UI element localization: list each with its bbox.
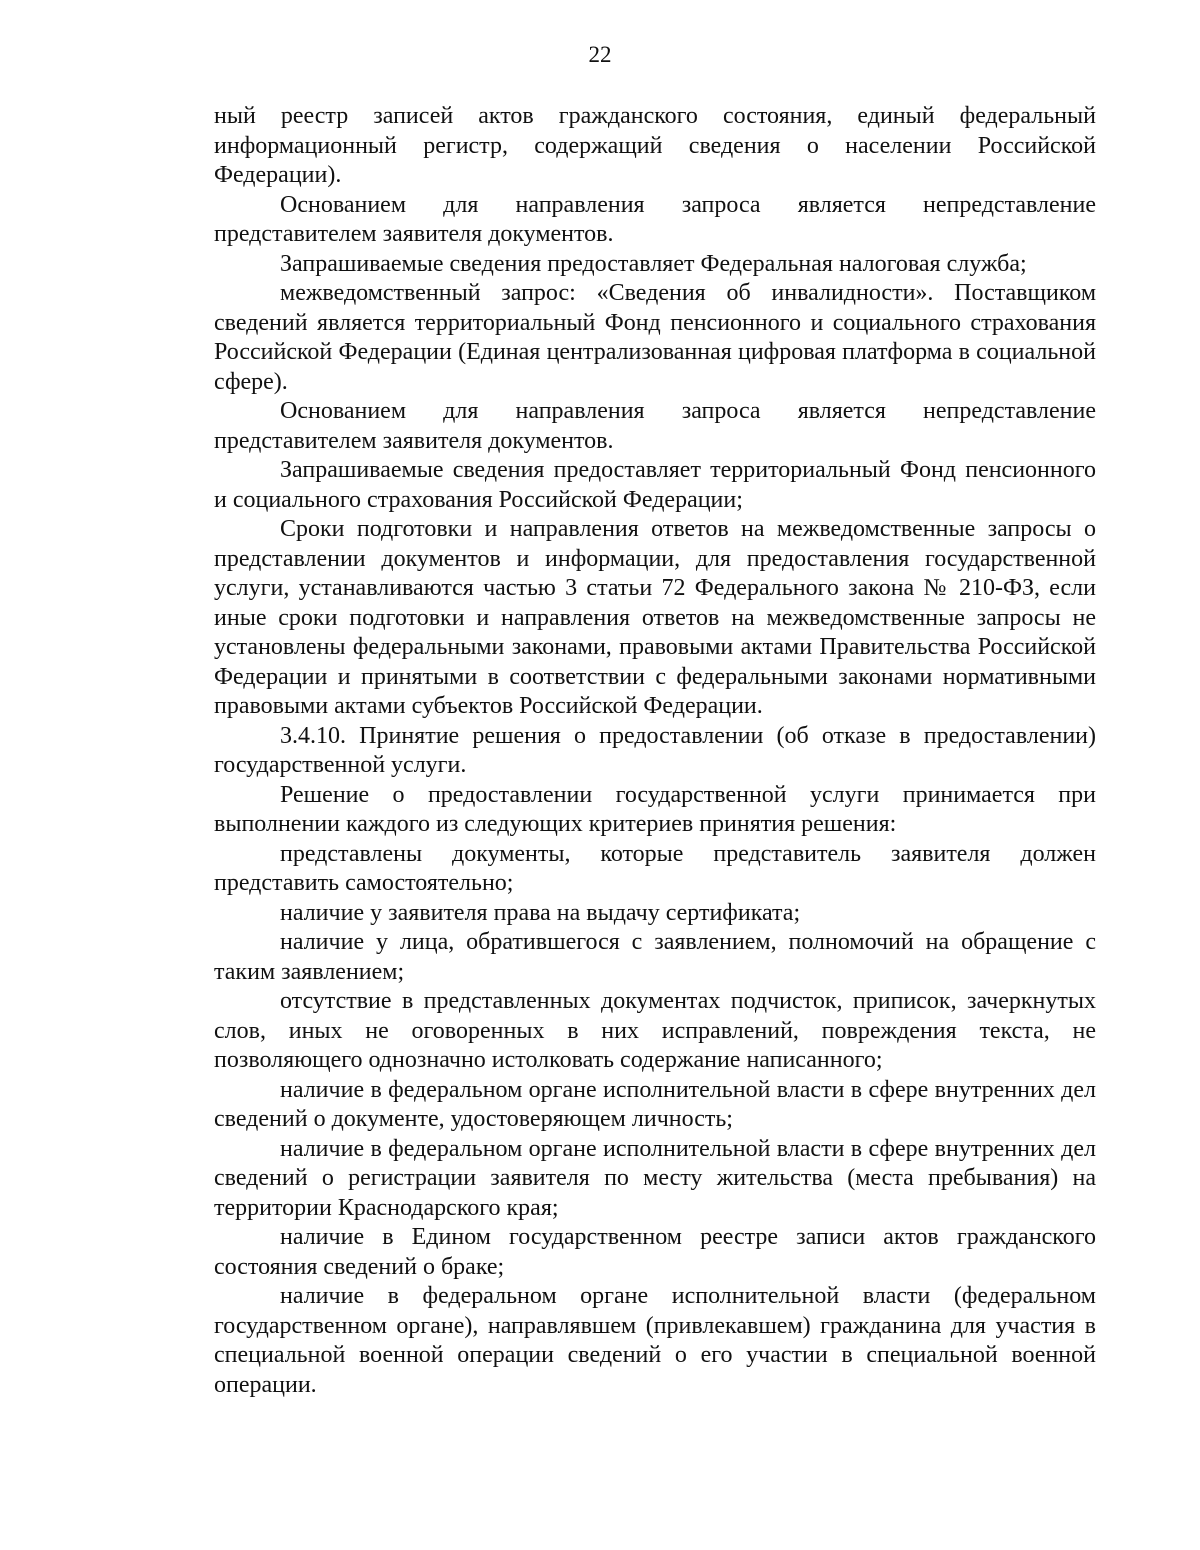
criteria-item: наличие у заявителя права на выдачу сертификата; [280, 899, 801, 926]
criteria-item: представлены документы, которые представитель заявителя должен представить самостоятельно; [214, 840, 1096, 896]
section-heading-paragraph: 3.4.10. Принятие решения о предоставлении (об отказе в предоставлении) государственной услуги. [214, 722, 1096, 778]
paragraph: ный реестр записей актов гражданского состояния, единый федеральный информационный регистр, содержащий сведения о населении Российской Федерации). [214, 103, 1096, 188]
paragraph: Решение о предоставлении государственной услуги принимается при выполнении каждого из следующих критериев принятия решения: [214, 781, 1096, 837]
document-body [214, 102, 1096, 1400]
criteria-item: наличие в федеральном органе исполнительной власти в сфере внутренних дел сведений о регистрации заявителя по месту жительства (места пребывания) на территории Краснодарского края; [214, 1135, 1096, 1221]
criteria-item: наличие в федеральном органе исполнительной власти (федеральном государственном органе), направлявшем (привлекавшем) гражданина для участия в специальной военной операции сведений о его участии в специальной военной операции. [214, 1283, 1096, 1398]
criteria-item: наличие в федеральном органе исполнительной власти в сфере внутренних дел сведений о документе, удостоверяющем личность; [214, 1076, 1096, 1132]
paragraph: Запрашиваемые сведения предоставляет Федеральная налоговая служба; [280, 250, 1027, 277]
paragraph: Основанием для направления запроса является непредставление представителем заявителя документов. [214, 191, 1096, 247]
criteria-item: наличие в Едином государственном реестре записи актов гражданского состояния сведений о браке; [214, 1224, 1096, 1280]
page-number: 22 [588, 42, 612, 67]
criteria-item: отсутствие в представленных документах подчисток, приписок, зачеркнутых слов, иных не оговоренных в них исправлений, повреждения текста, не позволяющего однозначно истолковать содержание написанного; [214, 988, 1096, 1073]
paragraph: Запрашиваемые сведения предоставляет территориальный Фонд пенсионного и социального страхования Российской Федерации; [214, 457, 1096, 513]
paragraph: Основанием для направления запроса является непредставление представителем заявителя документов. [214, 398, 1096, 454]
criteria-item: наличие у лица, обратившегося с заявлением, полномочий на обращение с таким заявлением; [214, 929, 1096, 985]
paragraph: межведомственный запрос: «Сведения об инвалидности». Поставщиком сведений является территориальный Фонд пенсионного и социального страхования Российской Федерации (Единая централизованная цифровая платформа в социальной сфере). [214, 280, 1096, 395]
paragraph: Сроки подготовки и направления ответов на межведомственные запросы о представлении документов и информации, для предоставления государственной услуги, устанавливаются частью 3 статьи 72 Федерального закона № 210-ФЗ, если иные сроки подготовки и направления ответов на межведомственные запросы не установлены федеральными законами, правовыми актами Правительства Российской Федерации и принятыми в соответствии с федеральными законами нормативными правовыми актами субъектов Российской Федерации. [214, 516, 1096, 719]
